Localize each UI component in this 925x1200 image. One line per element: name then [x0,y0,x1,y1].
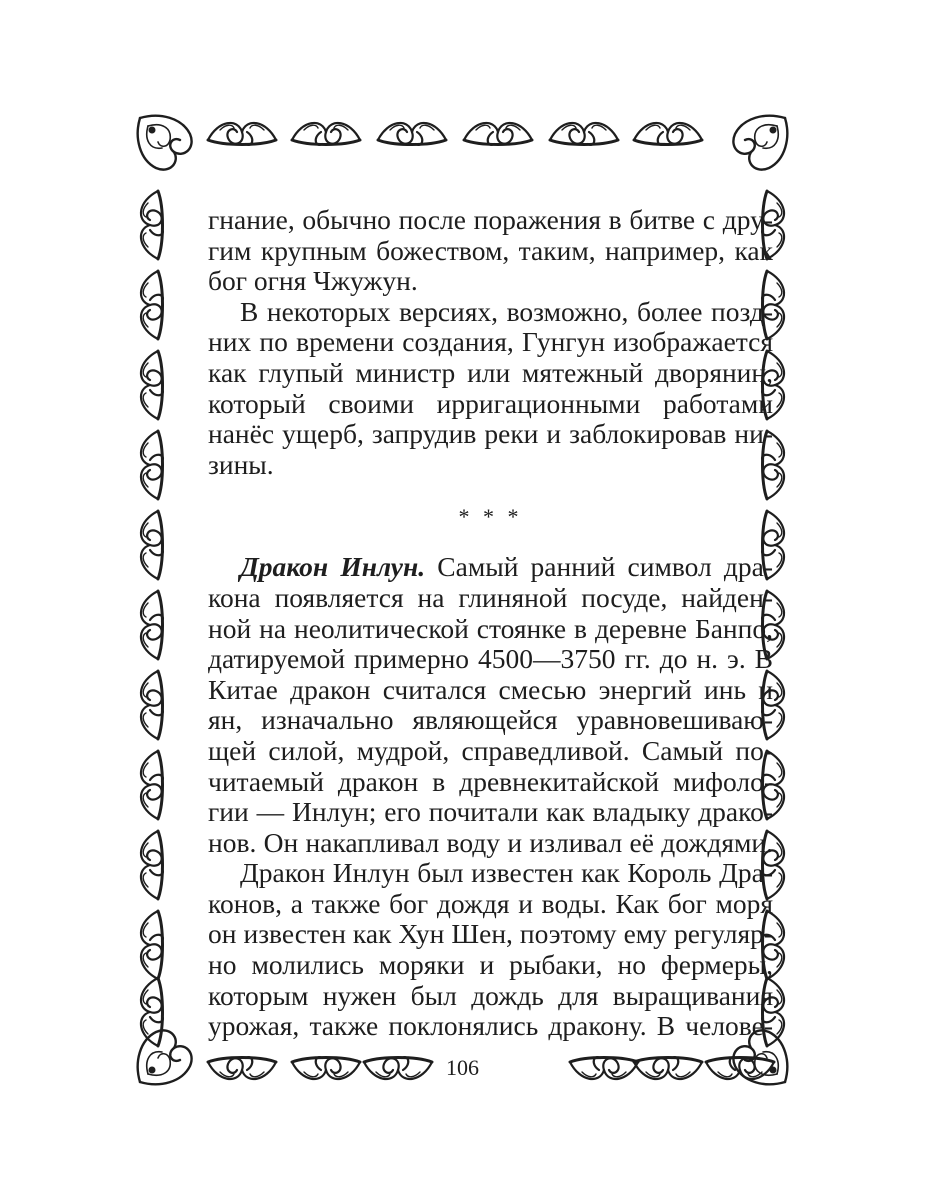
text-line: как глупый министр или мятежный дворянин, [208,356,773,388]
text-line: но молились моряки и рыбаки, но фермеры, [208,949,773,981]
text-line: них по времени создания, Гунгун изображается [208,326,773,358]
section-title: Дракон Инлун. [240,551,426,583]
body-text [208,205,773,1042]
text-line: зины. [208,448,274,480]
text-line: щей силой, мудрой, справедливой. Самый по- [208,734,773,766]
paragraph-1 [208,205,773,297]
text-line: ян, изначально являющейся уравновешиваю- [208,704,773,736]
text-line: которым нужен был дождь для выращивания [208,979,773,1011]
text-line: он известен как Хун Шен, поэтому ему регуляр- [208,918,773,950]
text-line: конов, а также бог дождя и воды. Как бог моря [208,887,773,919]
text-line: Китае дракон считался смесью энергий инь и [208,673,773,705]
text-line: бог огня Чжужун. [208,265,418,297]
text-line: гнание, обычно после поражения в битве с дру- [208,204,773,235]
top-border-scrolls [208,123,702,145]
text-line: Дракон Инлун был известен как Король Дра- [240,857,773,889]
section-separator: * * * [458,504,523,530]
text-line: кона появляется на глиняной посуде, найден- [208,581,773,613]
text-line: датируемой примерно 4500—3750 гг. до н. э. В [208,643,773,675]
paragraph-2 [208,297,773,481]
text-line: который своими ирригационными работами [208,387,773,419]
paragraph-4 [208,858,773,1042]
paragraph-3 [208,552,773,858]
text-line: читаемый дракон в древнекитайской мифоло- [208,765,773,797]
text-line: гим крупным божеством, таким, например, как [208,234,773,266]
text-line: В некоторых версиях, возможно, более позд- [240,295,773,327]
text-line: ной на неолитической стоянке в деревне Банпо, [208,612,773,644]
corner-ornament-top-left [138,116,192,170]
page-number: 106 [446,1055,479,1080]
text-line: урожая, также поклонялись дракону. В челове- [208,1010,773,1042]
text-line-rest: Самый ранний символ дра- [437,551,774,583]
corner-ornament-top-right [733,116,787,170]
text-line: нанёс ущерб, запрудив реки и заблокировав ни- [208,418,773,450]
text-line [208,552,773,583]
text-line: гии — Инлун; его почитали как владыку драко- [208,796,773,828]
left-border-scrolls [141,191,163,1046]
text-line: нов. Он накапливал воду и изливал её дождями. [208,826,773,858]
